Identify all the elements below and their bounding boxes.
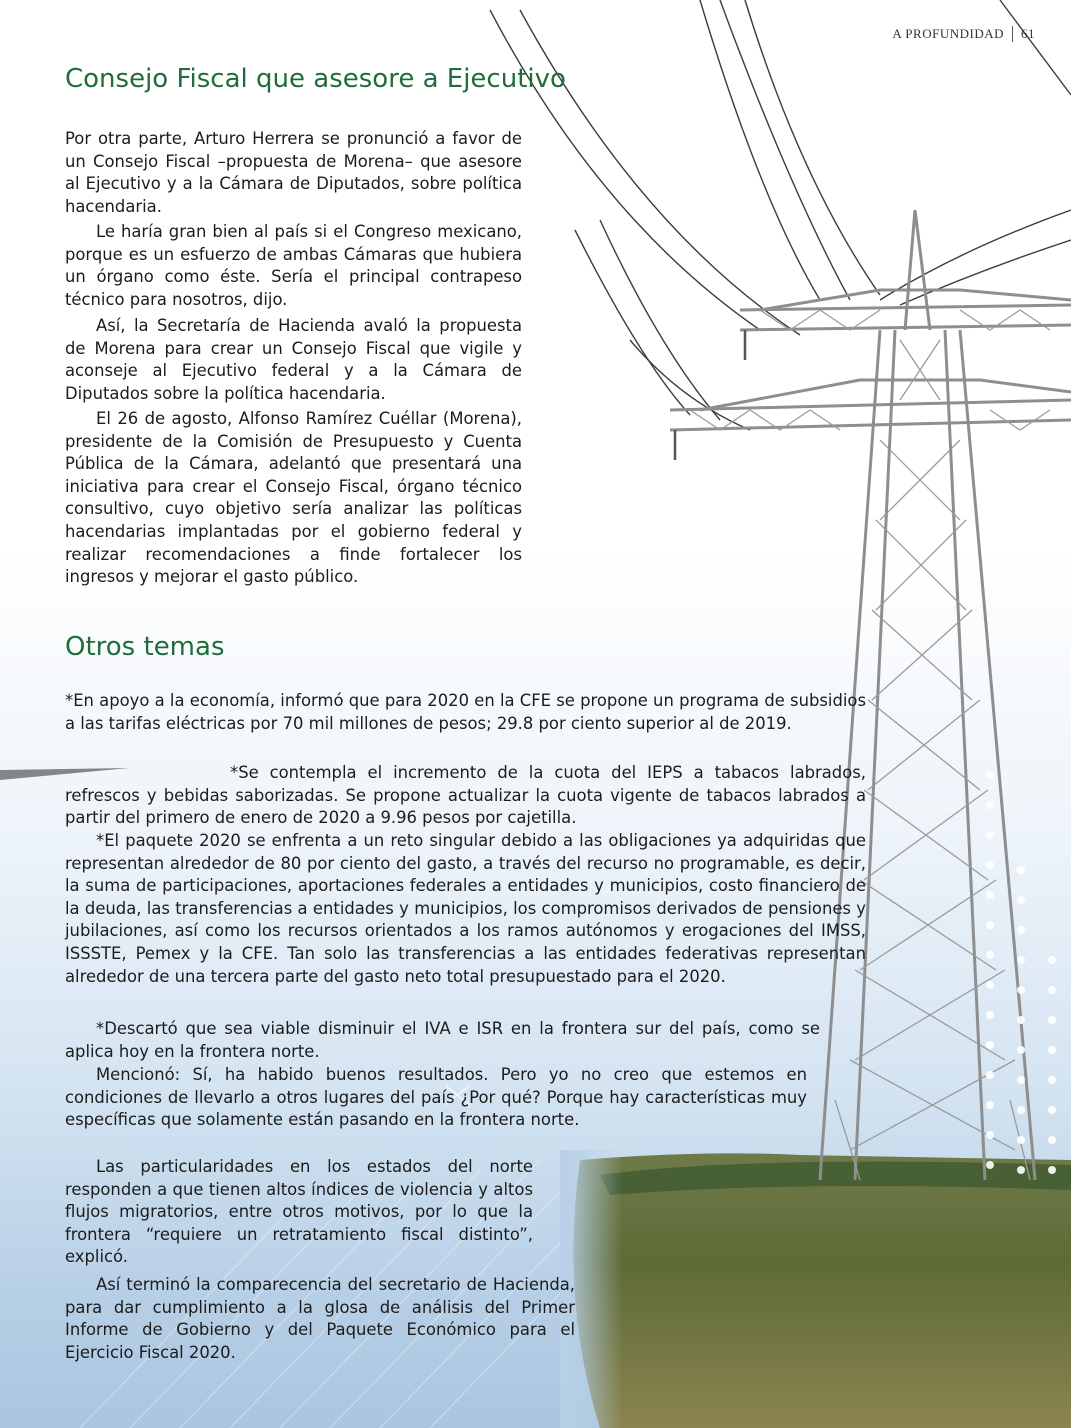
paragraph: Mencionó: Sí, ha habido buenos resultados. Pero yo no creo que estemos en condiciones de llevarlo a otros lugares del país ¿Por qué? Porque hay características muy específicas que solamente están pasando en la frontera norte. [65, 1065, 807, 1130]
section-label: A PROFUNDIDAD [892, 26, 1004, 41]
paragraph: Así terminó la comparecencia del secretario de Hacienda, para dar cumplimiento a la glosa de análisis del Primer Informe de Gobierno y del Paquete Económico para el Ejercicio Fiscal 2020. [65, 1275, 575, 1362]
paragraph: *El paquete 2020 se enfrenta a un reto singular debido a las obligaciones ya adquiridas que representan alrededor de 80 por ciento del gasto, a través del recurso no programable, es decir, la suma de participaciones, aportaciones federales a entidades y municipios, costo financiero de la deuda, las transferencias a entidades y municipios, los compromisos derivados de pensiones y jubilaciones, así como los recursos orientados a los ramos autónomos y erogaciones del IMSS, ISSSTE, Pemex y la CFE. Tan solo las transferencias a las entidades federativas representan alrededor de una tercera parte del gasto neto total presupuestado para el 2020. [65, 831, 866, 986]
paragraph: Las particularidades en los estados del norte responden a que tienen altos índices de violencia y altos flujos migratorios, entre otros motivos, por lo que la frontera “requiere un retratamiento fiscal distinto”, explicó. [65, 1157, 533, 1267]
paragraph: Le haría gran bien al país si el Congreso mexicano, porque es un esfuerzo de ambas Cámaras que hubiera un órgano como éste. Sería el principal contrapeso técnico para nosotros, dijo. [65, 222, 522, 309]
paragraph: Por otra parte, Arturo Herrera se pronunció a favor de un Consejo Fiscal –propuesta de Morena– que asesore al Ejecutivo y a la Cámara de Diputados, sobre política hacendaria. [65, 129, 522, 216]
section-title-consejo-fiscal: Consejo Fiscal que asesore a Ejecutivo [65, 64, 566, 94]
running-head [892, 26, 1035, 42]
paragraph: *Se contempla el incremento de la cuota del IEPS a tabacos labrados, refrescos y bebidas saborizadas. Se propone actualizar la cuota vigente de tabacos labrados a partir del primero de enero de 2020 a 9.96 pesos por cajetilla. [65, 763, 866, 828]
paragraph: *En apoyo a la economía, informó que para 2020 en la CFE se propone un programa de subsidios a las tarifas eléctricas por 70 mil millones de pesos; 29.8 por ciento superior al de 2019. [65, 691, 866, 733]
paragraph: El 26 de agosto, Alfonso Ramírez Cuéllar (Morena), presidente de la Comisión de Presupuesto y Cuenta Pública de la Cámara, adelantó que presentará una iniciativa para crear el Consejo Fiscal, órgano técnico consultivo, cuyo objetivo sería analizar las políticas hacendarias implantadas por el gobierno federal y realizar recomendaciones a finde fortalecer los ingresos y mejorar el gasto público. [65, 409, 522, 587]
page-number: 61 [1021, 26, 1035, 41]
section-title-otros-temas: Otros temas [65, 632, 225, 662]
header-divider [1012, 26, 1013, 42]
paragraph: *Descartó que sea viable disminuir el IVA e ISR en la frontera sur del país, como se aplica hoy en la frontera norte. [65, 1019, 820, 1061]
paragraph: Así, la Secretaría de Hacienda avaló la propuesta de Morena para crear un Consejo Fiscal que vigile y aconseje al Ejecutivo federal y a la Cámara de Diputados sobre la política hacendaria. [65, 316, 522, 403]
